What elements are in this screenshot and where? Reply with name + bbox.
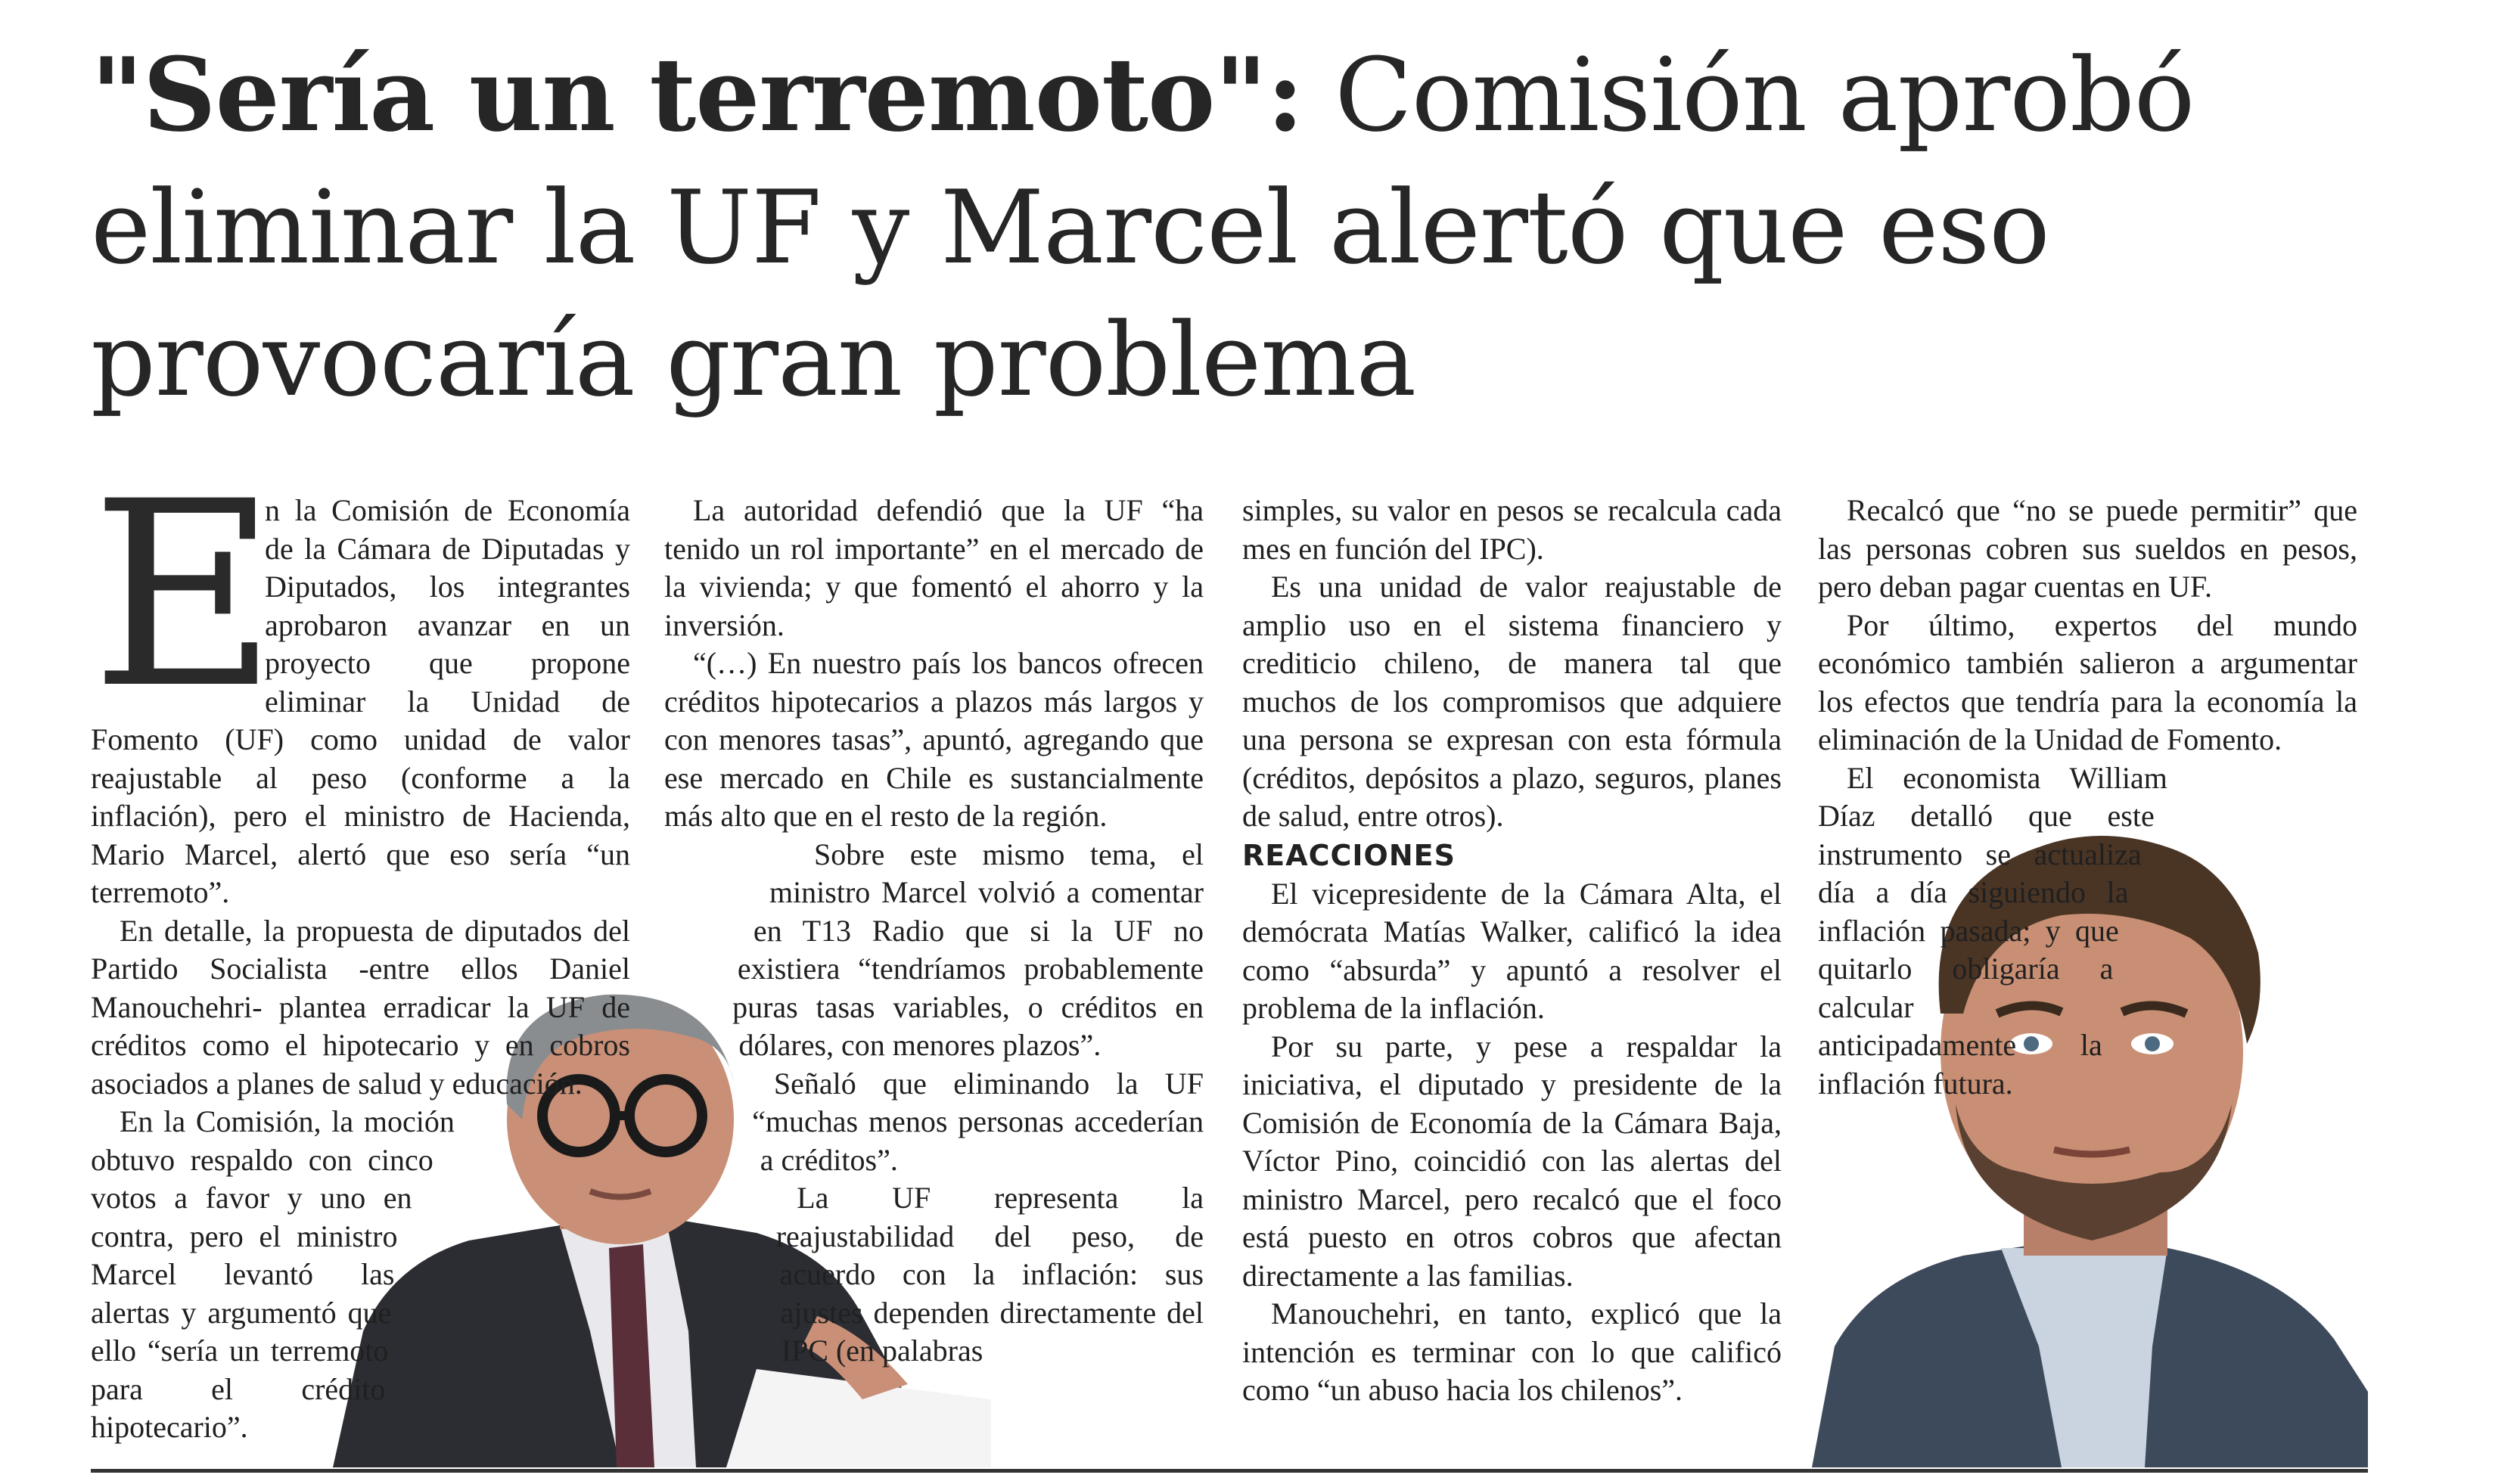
paragraph: La UF representa la reajustabilidad del peso, de acuerdo con la inflación: sus ajustes dependen directamente del IPC (en palabras (775, 1181, 1204, 1368)
paragraph: Manouchehri, en tanto, explicó que la intención es terminar con lo que calificó como “un abuso hacia los chilenos”. (1242, 1296, 1782, 1407)
paragraph: simples, su valor en pesos se recalcula cada mes en función del IPC). (1242, 493, 1782, 566)
paragraph: Señaló que eliminando la UF “muchas menos personas accederían a créditos”. (752, 1066, 1204, 1177)
paragraph: En detalle, la propuesta de diputados del Partido Socialista -entre ellos Daniel Manouchehri- plantea erradicar la UF de créditos como el hipotecario y en cobros asociados a planes de salud y educación. (91, 913, 630, 1101)
article-column-3 (1242, 492, 1782, 1452)
bottom-rule (91, 1469, 2368, 1473)
paragraph: Sobre este mismo tema, el ministro Marcel volvió a comentar en T13 Radio que si la UF no existiera “tendríamos probablemente puras tasas variables, o créditos en dólares, con menores plazos”. (732, 837, 1204, 1062)
drop-cap: E (91, 492, 278, 744)
section-subhead: REACCIONES (1242, 838, 1456, 872)
paragraph: Es una unidad de valor reajustable de amplio uso en el sistema financiero y crediticio chileno, de manera tal que muchos de los compromisos que adquiere una persona se expresan con esta fórmula (créditos, depósitos a plazo, seguros, planes de salud, entre otros). (1242, 570, 1782, 833)
paragraph: Por su parte, y pese a respaldar la iniciativa, el diputado y presidente de la Comisión de Economía de la Cámara Baja, Víctor Pino, coincidió con las alertas del ministro Marcel, pero recalcó que el foco está puesto en otros cobros que afectan directamente a las familias. (1242, 1029, 1782, 1293)
article-column-4 (1818, 492, 2357, 1452)
paragraph: Recalcó que “no se puede permitir” que las personas cobren sus sueldos en pesos, pero deban pagar cuentas en UF. (1818, 493, 2357, 604)
paragraph: El economista William Díaz detalló que este instrumento se actualiza día a día siguiendo la inflación pasada; y que quitarlo obligaría a calcular anticipadamente la inflación futura. (1818, 760, 2167, 1101)
headline-rest: Comisión aprobó eliminar la UF y Marcel alertó que eso provocaría gran problema (91, 36, 2195, 419)
headline (91, 29, 2436, 427)
headline-quote: "Sería un terremoto": (91, 35, 1304, 154)
paragraph: La autoridad defendió que la UF “ha tenido un rol importante” en el mercado de la vivienda; y que fomentó el ahorro y la inversión. (664, 493, 1204, 642)
paragraph: n la Comisión de Economía de la Cámara de Diputadas y Diputados, los integrantes aprobaron avanzar en un proyecto que propone eliminar la Unidad de Fomento (UF) como unidad de valor reajustable al peso (conforme a la inflación), pero el ministro de Hacienda, Mario Marcel, alertó que eso sería “un terremoto”. (91, 493, 630, 909)
paragraph: “(…) En nuestro país los bancos ofrecen créditos hipotecarios a plazos más largos y con menores tasas”, apuntó, agregando que ese mercado en Chile es sustancialmente más alto que en el resto de la región. (664, 646, 1204, 833)
paragraph: El vicepresidente de la Cámara Alta, el demócrata Matías Walker, calificó la idea como “absurda” y apuntó a resolver el problema de la inflación. (1242, 876, 1782, 1025)
article-column-1 (91, 492, 630, 1452)
paragraph: Por último, expertos del mundo económico también salieron a argumentar los efectos que tendría para la economía la eliminación de la Unidad de Fomento. (1818, 607, 2357, 756)
paragraph: En la Comisión, la moción obtuvo respaldo con cinco votos a favor y uno en contra, pero el ministro Marcel levantó las alertas y argumentó que ello “sería un terremoto para el crédito hipotecario”. (91, 1104, 455, 1444)
article-column-2 (664, 492, 1204, 1452)
